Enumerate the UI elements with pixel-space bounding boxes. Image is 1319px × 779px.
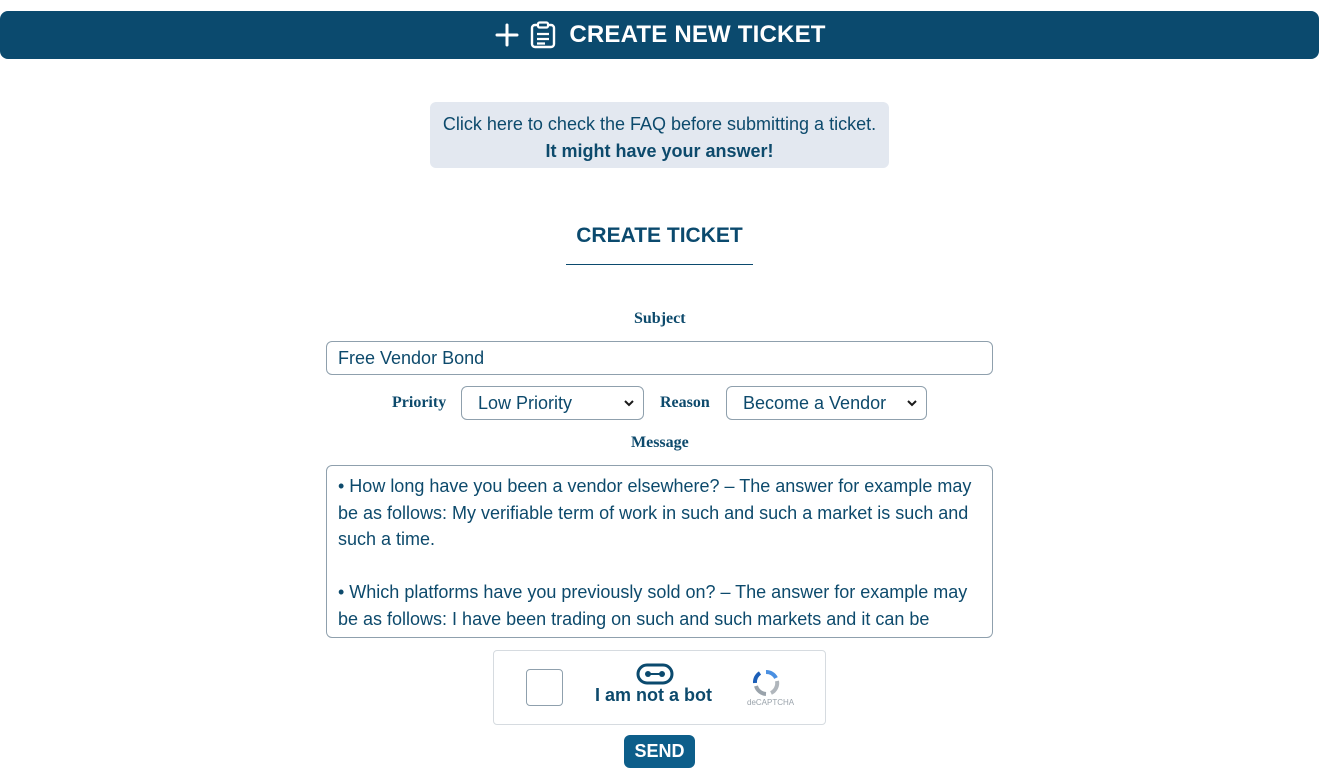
send-button[interactable]: SEND xyxy=(624,735,695,768)
subject-label: Subject xyxy=(634,310,686,327)
faq-notice-line2: It might have your answer! xyxy=(545,141,774,161)
faq-notice-line1: Click here to check the FAQ before submitting a ticket. xyxy=(442,114,877,134)
resize-handle-icon[interactable] xyxy=(980,625,990,635)
subject-input[interactable] xyxy=(326,341,993,375)
priority-label: Priority xyxy=(392,394,447,411)
chevron-down-icon xyxy=(623,397,635,409)
captcha-checkbox[interactable] xyxy=(526,669,563,706)
message-paragraph: • How long have you been a vendor elsewhere? – The answer for example may be as follows: My verifiable term of work in such and such a market is such and such a time. xyxy=(338,476,972,549)
message-label: Message xyxy=(631,434,689,451)
subject-input-value: Free Vendor Bond xyxy=(338,347,485,368)
message-paragraph: • Which platforms have you previously sold on? – The answer for example may be as follows: I have been trading on such and such markets and it can be xyxy=(338,582,968,629)
reason-select-value: Become a Vendor xyxy=(743,392,887,413)
reason-select[interactable] xyxy=(726,386,927,420)
plus-icon xyxy=(493,21,521,49)
captcha-widget xyxy=(493,650,826,725)
robot-icon xyxy=(636,663,674,685)
header-title: CREATE NEW TICKET xyxy=(569,21,826,48)
clipboard-icon xyxy=(529,21,557,49)
priority-select-value: Low Priority xyxy=(478,392,573,413)
header-bar[interactable] xyxy=(0,11,1319,59)
captcha-logo-icon xyxy=(746,668,786,698)
faq-notice-link[interactable] xyxy=(430,102,889,168)
message-textarea[interactable] xyxy=(326,465,993,638)
form-title: CREATE TICKET xyxy=(566,224,753,265)
reason-label: Reason xyxy=(660,394,710,411)
captcha-label: I am not a bot xyxy=(595,685,712,705)
priority-select[interactable] xyxy=(461,386,644,420)
captcha-brand: deCAPTCHA xyxy=(747,698,795,707)
chevron-down-icon xyxy=(906,397,918,409)
